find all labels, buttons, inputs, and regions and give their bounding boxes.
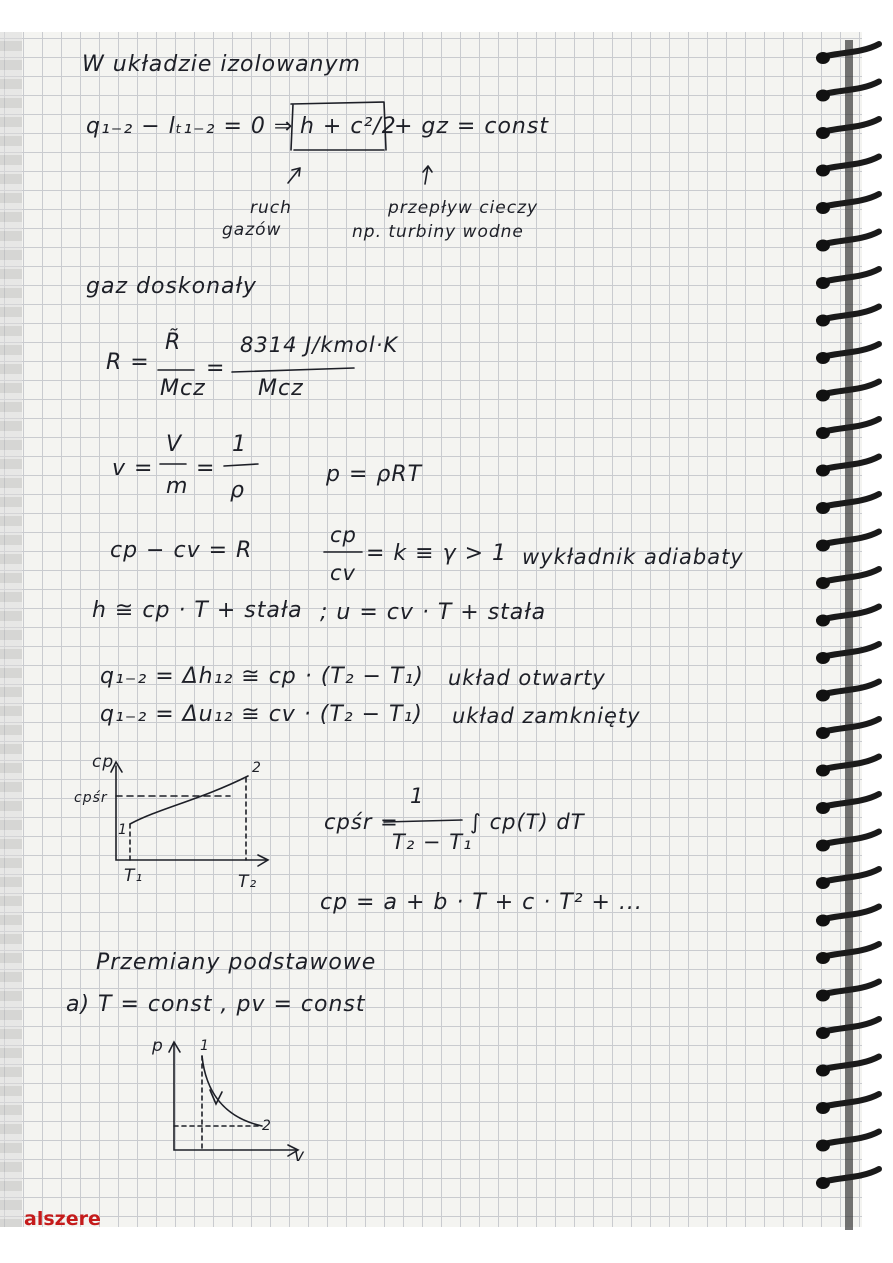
punch-hole bbox=[816, 240, 830, 252]
r-denominator: Mcz bbox=[160, 376, 206, 401]
punch-hole bbox=[816, 315, 830, 327]
punch-hole bbox=[816, 127, 830, 139]
punch-hole bbox=[816, 540, 830, 552]
cp-graph-t2: T₂ bbox=[238, 872, 258, 892]
punch-hole bbox=[816, 1102, 830, 1114]
internal-energy-equation: ; u = cv · T + stała bbox=[320, 600, 547, 625]
heat-open-system: q₁₋₂ = Δh₁₂ ≅ cp · (T₂ − T₁) bbox=[100, 664, 424, 689]
v-numerator-2: 1 bbox=[232, 432, 247, 457]
v-denominator-2: ρ bbox=[230, 478, 245, 503]
punch-hole bbox=[816, 877, 830, 889]
cp-graph-point-1: 1 bbox=[118, 822, 128, 838]
v-lhs: v = bbox=[112, 456, 154, 481]
energy-equation-lhs: q₁₋₂ − lₜ₁₋₂ = 0 ⇒ bbox=[86, 114, 294, 139]
mean-cp-numerator: 1 bbox=[410, 784, 425, 808]
punch-hole bbox=[816, 802, 830, 814]
kappa-definition: = k ≡ γ > 1 bbox=[366, 541, 508, 566]
punch-hole bbox=[816, 352, 830, 364]
punch-hole bbox=[816, 390, 830, 402]
note-gazow: gazów bbox=[222, 220, 282, 240]
heat-closed-note: układ zamknięty bbox=[452, 704, 641, 728]
heading-przemiany: Przemiany podstawowe bbox=[96, 950, 377, 975]
kappa-numerator: cp bbox=[330, 523, 357, 547]
punch-hole bbox=[816, 765, 830, 777]
spiral-binding bbox=[815, 40, 893, 1230]
cp-graph-t1: T₁ bbox=[124, 866, 144, 886]
mean-cp-denominator: T₂ − T₁ bbox=[392, 830, 473, 854]
cp-graph-mean-label: cpśr bbox=[74, 790, 108, 806]
punch-hole bbox=[816, 990, 830, 1002]
punch-hole bbox=[816, 90, 830, 102]
energy-equation-box: h + c²/2 bbox=[300, 114, 397, 139]
item-isothermal: a) T = const , pv = const bbox=[66, 992, 366, 1017]
note-przeplyw: przepływ cieczy bbox=[388, 198, 539, 218]
r-denominator-2: Mcz bbox=[258, 376, 304, 401]
cp-polynomial: cp = a + b · T + c · T² + ... bbox=[320, 890, 643, 915]
pv-graph-point-1: 1 bbox=[200, 1038, 210, 1054]
punch-hole bbox=[816, 52, 830, 64]
kappa-note: wykładnik adiabaty bbox=[522, 545, 744, 569]
punch-hole bbox=[816, 1177, 830, 1189]
punch-hole bbox=[816, 465, 830, 477]
title-line: W układzie izolowanym bbox=[82, 52, 361, 77]
ideal-gas-law: p = ρRT bbox=[326, 462, 423, 487]
punch-hole bbox=[816, 202, 830, 214]
v-numerator: V bbox=[166, 432, 183, 457]
note-ruch: ruch bbox=[250, 198, 292, 218]
punch-hole bbox=[816, 952, 830, 964]
punch-hole bbox=[816, 690, 830, 702]
heat-closed-system: q₁₋₂ = Δu₁₂ ≅ cv · (T₂ − T₁) bbox=[100, 702, 423, 727]
cp-graph-y-label: cp bbox=[92, 752, 115, 772]
pv-graph-x-label: v bbox=[294, 1146, 306, 1166]
mean-cp-integral: ∫ cp(T) dT bbox=[470, 810, 585, 834]
r-equals: = bbox=[206, 356, 226, 381]
heat-open-note: układ otwarty bbox=[448, 666, 606, 690]
v-denominator: m bbox=[166, 474, 189, 499]
r-lhs: R = bbox=[106, 350, 150, 375]
punch-hole bbox=[816, 577, 830, 589]
energy-equation-rhs: + gz = const bbox=[394, 114, 549, 139]
punch-hole bbox=[816, 915, 830, 927]
heading-gaz-doskonaly: gaz doskonały bbox=[86, 274, 257, 299]
punch-hole bbox=[816, 502, 830, 514]
punch-hole bbox=[816, 840, 830, 852]
punch-hole bbox=[816, 165, 830, 177]
kappa-denominator: cv bbox=[330, 561, 356, 585]
punch-hole bbox=[816, 1065, 830, 1077]
punch-hole bbox=[816, 1027, 830, 1039]
pv-graph-point-2: 2 bbox=[262, 1118, 272, 1134]
punch-hole bbox=[816, 277, 830, 289]
punch-hole bbox=[816, 615, 830, 627]
mean-cp-lhs: cpśr = bbox=[324, 810, 399, 834]
note-turbiny: np. turbiny wodne bbox=[352, 222, 524, 242]
punch-hole bbox=[816, 652, 830, 664]
v-equals: = bbox=[196, 456, 216, 481]
enthalpy-equation: h ≅ cp · T + stała bbox=[92, 598, 303, 623]
watermark-logo: alszere bbox=[24, 1208, 101, 1230]
mayer-relation: cp − cv = R bbox=[110, 538, 253, 563]
r-numerator-2: 8314 J/kmol·K bbox=[240, 333, 399, 357]
pv-graph-y-label: p bbox=[152, 1036, 164, 1056]
punch-hole bbox=[816, 1140, 830, 1152]
punch-hole bbox=[816, 727, 830, 739]
cp-graph-point-2: 2 bbox=[252, 760, 262, 776]
r-numerator: R̃ bbox=[165, 330, 182, 355]
punch-hole bbox=[816, 427, 830, 439]
